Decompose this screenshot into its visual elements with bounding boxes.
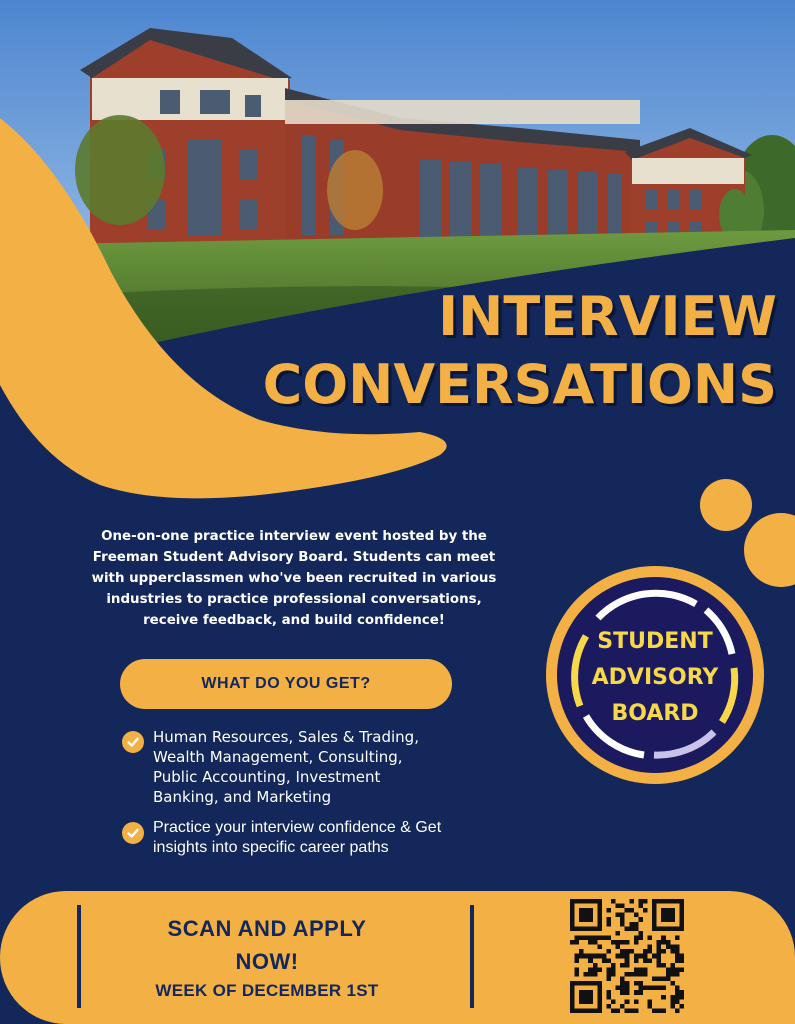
cta-line-1: SCAN AND APPLY	[167, 916, 367, 941]
qr-code-icon[interactable]	[570, 899, 684, 1013]
event-date: WEEK OF DECEMBER 1ST	[155, 981, 379, 1000]
check-circle-icon	[122, 731, 144, 753]
badge-line-1: STUDENT	[597, 629, 713, 654]
benefit-item	[122, 818, 462, 858]
title-line-2: CONVERSATIONS	[262, 353, 777, 416]
event-description: One-on-one practice interview event hosted by the Freeman Student Advisory Board. Students can meet with upperclassmen who've been recruited in various industries to practice professional conversations, receive feedback, and build confidence!	[91, 529, 497, 628]
benefit-text: Practice your interview confidence & Get insights into specific career paths	[153, 819, 442, 856]
check-circle-icon	[122, 822, 144, 844]
cta-line-2: NOW!	[235, 949, 299, 974]
student-advisory-board-logo	[546, 566, 764, 784]
benefit-item	[122, 727, 442, 807]
benefit-text: Human Resources, Sales & Trading, Wealth Management, Consulting, Public Accounting, Investment Banking, and Marketing	[153, 728, 419, 806]
divider-right	[470, 905, 474, 1008]
decor-circle-small	[700, 479, 752, 531]
badge-line-2: ADVISORY	[591, 665, 719, 690]
badge-line-3: BOARD	[611, 701, 699, 726]
scan-apply-cta[interactable]	[98, 912, 436, 978]
divider-left	[77, 905, 81, 1008]
title-line-1: INTERVIEW	[438, 285, 777, 348]
what-do-you-get-button[interactable]: WHAT DO YOU GET?	[120, 659, 452, 709]
